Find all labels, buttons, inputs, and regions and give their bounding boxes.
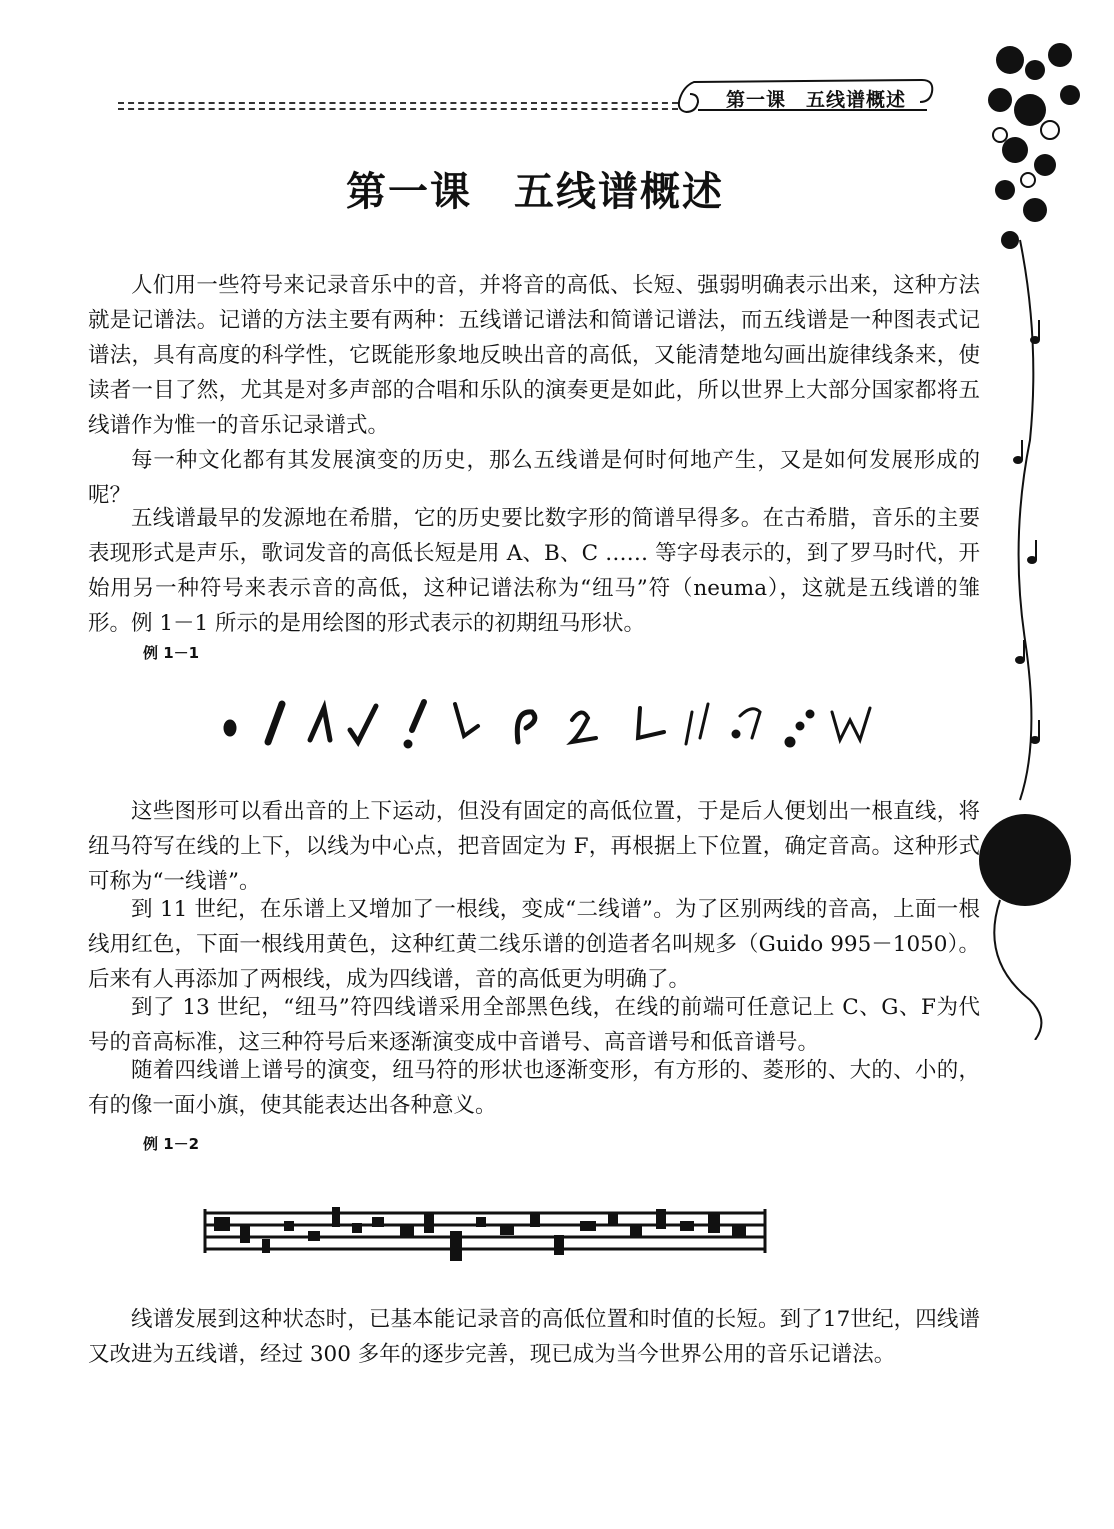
running-header: 第一课 五线谱概述 xyxy=(726,89,907,111)
example-label-2: 例 1－2 xyxy=(143,1135,200,1153)
header-rule-2 xyxy=(118,108,678,110)
four-line-staff xyxy=(200,1195,770,1270)
paragraph-4: 这些图形可以看出音的上下运动，但没有固定的高低位置，于是后人便划出一根直线，将纽马符写在线的上下，以线为中心点，把音固定为 F，再根据上下位置，确定音高。这种形式可称为“一线谱”。 xyxy=(88,799,980,894)
paragraph-8: 线谱发展到这种状态时，已基本能记录音的高低位置和时值的长短。到了17世纪，四线谱又改进为五线谱，经过 300 多年的逐步完善，现已成为当今世界公用的音乐记谱法。 xyxy=(88,1307,980,1367)
example-label-1: 例 1－1 xyxy=(143,644,200,662)
paragraph-3: 五线谱最早的发源地在希腊，它的历史要比数字形的简谱早得多。在古希腊，音乐的主要表现形式是声乐，歌词发音的高低长短是用 A、B、C …… 等字母表示的，到了罗马时代，开始用另一种符号来表示音的高低，这种记谱法称为“纽马”符（neuma），这就是五线谱的雏形。例 1－1 所示的是用绘图的形式表示的初期纽马形状。 xyxy=(88,506,980,636)
paragraph-1: 人们用一些符号来记录音乐中的音，并将音的高低、长短、强弱明确表示出来，这种方法就是记谱法。记谱的方法主要有两种：五线谱记谱法和简谱记谱法，而五线谱是一种图表式记谱法，具有高度的科学性，它既能形象地反映出音的高低，又能清楚地勾画出旋律线条来，使读者一目了然，尤其是对多声部的合唱和乐队的演奏更是如此，所以世界上大部分国家都将五线谱作为惟一的音乐记录谱式。 xyxy=(88,273,980,438)
paragraph-5: 到 11 世纪，在乐谱上又增加了一根线，变成“二线谱”。为了区别两线的音高，上面一根线用红色，下面一根线用黄色，这种红黄二线乐谱的创造者名叫规多（Guido 995－1050）。后来有人再添加了两根线，成为四线谱，音的高低更为明确了。 xyxy=(88,897,980,992)
page-title: 第一课 五线谱概述 xyxy=(346,169,724,215)
paragraph-7: 随着四线谱上谱号的演变，纽马符的形状也逐渐变形，有方形的、菱形的、大的、小的，有的像一面小旗，使其能表达出各种意义。 xyxy=(88,1058,980,1118)
header-rule xyxy=(118,102,678,104)
neume-symbols xyxy=(200,690,900,760)
paragraph-6: 到了 13 世纪，“纽马”符四线谱采用全部黑色线，在线的前端可任意记上 C、G、F为代号的音高标准，这三种符号后来逐渐演变成中音谱号、高音谱号和低音谱号。 xyxy=(88,995,980,1055)
paragraph-2: 每一种文化都有其发展演变的历史，那么五线谱是何时何地产生，又是如何发展形成的呢？ xyxy=(88,448,980,508)
